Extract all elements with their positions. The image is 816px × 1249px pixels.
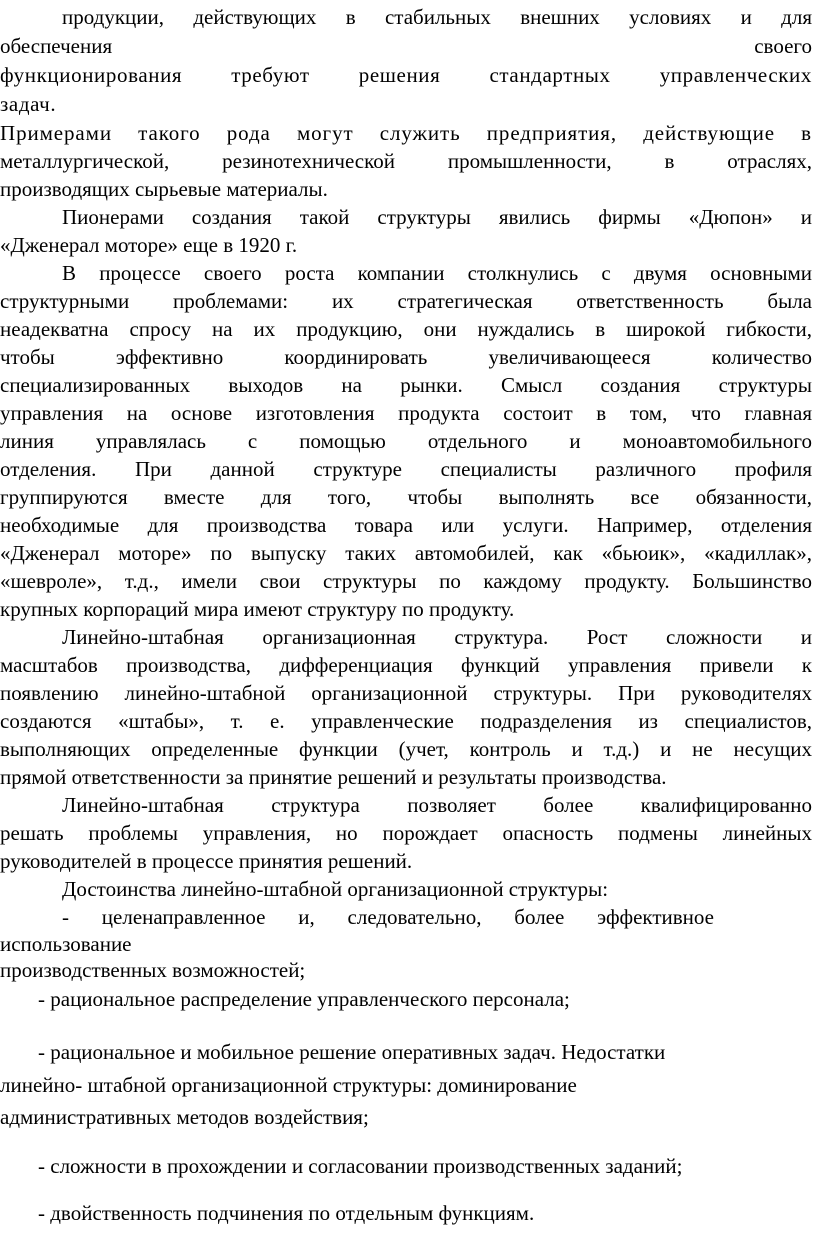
text-line: масштабов производства, дифференциация функций управления привели к	[0, 653, 812, 677]
text-line: металлургической, резинотехнической промышленности, в отраслях,	[0, 149, 812, 173]
text-line: Достоинства линейно-штабной организационной структуры:	[62, 877, 609, 901]
list-item: - рациональное и мобильное решение оперативных задач. Недостатки	[38, 1040, 666, 1064]
text-line: специализированных выходов на рынки. Смысл создания структуры	[0, 373, 812, 397]
text-line: «Дженерал моторе» по выпуску таких автомобилей, как «бьюик», «кадиллак»,	[0, 541, 812, 565]
text-line: В процессе своего роста компании столкнулись с двумя основными	[62, 261, 812, 285]
text-line: структурными проблемами: их стратегическая ответственность была	[0, 289, 812, 313]
text-line: «Дженерал моторе» еще в 1920 г.	[0, 233, 298, 257]
text-line: линейно- штабной организационной структуры: доминирование	[0, 1073, 577, 1097]
text-line: группируются вместе для того, чтобы выполнять все обязанности,	[0, 485, 812, 509]
text-line: обеспечения своего	[0, 34, 812, 58]
text-line: решать проблемы управления, но порождает опасность подмены линейных	[0, 821, 812, 845]
text-line: функционирования требуют решения стандартных управленческих	[0, 63, 812, 87]
text-line: административных методов воздействия;	[0, 1105, 369, 1129]
text-line: линия управлялась с помощью отдельного и моноавтомобильного	[0, 429, 812, 453]
text-line: задач.	[0, 92, 57, 116]
text-line: отделения. При данной структуре специалисты различного профиля	[0, 457, 812, 481]
text-line: выполняющих определенные функции (учет, контроль и т.д.) и не несущих	[0, 737, 812, 761]
list-item: - целенаправленное и, следовательно, более эффективное	[62, 905, 714, 929]
list-item: - сложности в прохождении и согласовании производственных заданий;	[38, 1154, 683, 1178]
text-line: необходимые для производства товара или услуги. Например, отделения	[0, 513, 812, 537]
text-line: прямой ответственности за принятие решений и результаты производства.	[0, 765, 667, 789]
text-line: появлению линейно-штабной организационной структуры. При руководителях	[0, 681, 812, 705]
text-line: Линейно-штабная структура позволяет более квалифицированно	[62, 793, 812, 817]
list-item: - рациональное распределение управленческого персонала;	[38, 987, 570, 1011]
text-line: Пионерами создания такой структуры явились фирмы «Дюпон» и	[62, 205, 812, 229]
text-line: создаются «штабы», т. е. управленческие подразделения из специалистов,	[0, 709, 812, 733]
text-line: «шевроле», т.д., имели свои структуры по каждому продукту. Большинство	[0, 569, 812, 593]
text-line: управления на основе изготовления продукта состоит в том, что главная	[0, 401, 812, 425]
text-line: неадекватна спросу на их продукцию, они нуждались в широкой гибкости,	[0, 317, 812, 341]
text-line: продукции, действующих в стабильных внешних условиях и для	[62, 5, 812, 29]
text-line: использование	[0, 932, 132, 956]
text-line: производственных возможностей;	[0, 958, 306, 982]
text-line: чтобы эффективно координировать увеличивающееся количество	[0, 345, 812, 369]
text-line: руководителей в процессе принятия решений.	[0, 849, 413, 873]
text-line: крупных корпораций мира имеют структуру по продукту.	[0, 597, 515, 621]
list-item: - двойственность подчинения по отдельным функциям.	[38, 1201, 535, 1225]
text-line: Линейно-штабная организационная структура. Рост сложности и	[62, 625, 812, 649]
text-line: производящих сырьевые материалы.	[0, 177, 328, 201]
text-line: Примерами такого рода могут служить предприятия, действующие в	[0, 121, 812, 145]
